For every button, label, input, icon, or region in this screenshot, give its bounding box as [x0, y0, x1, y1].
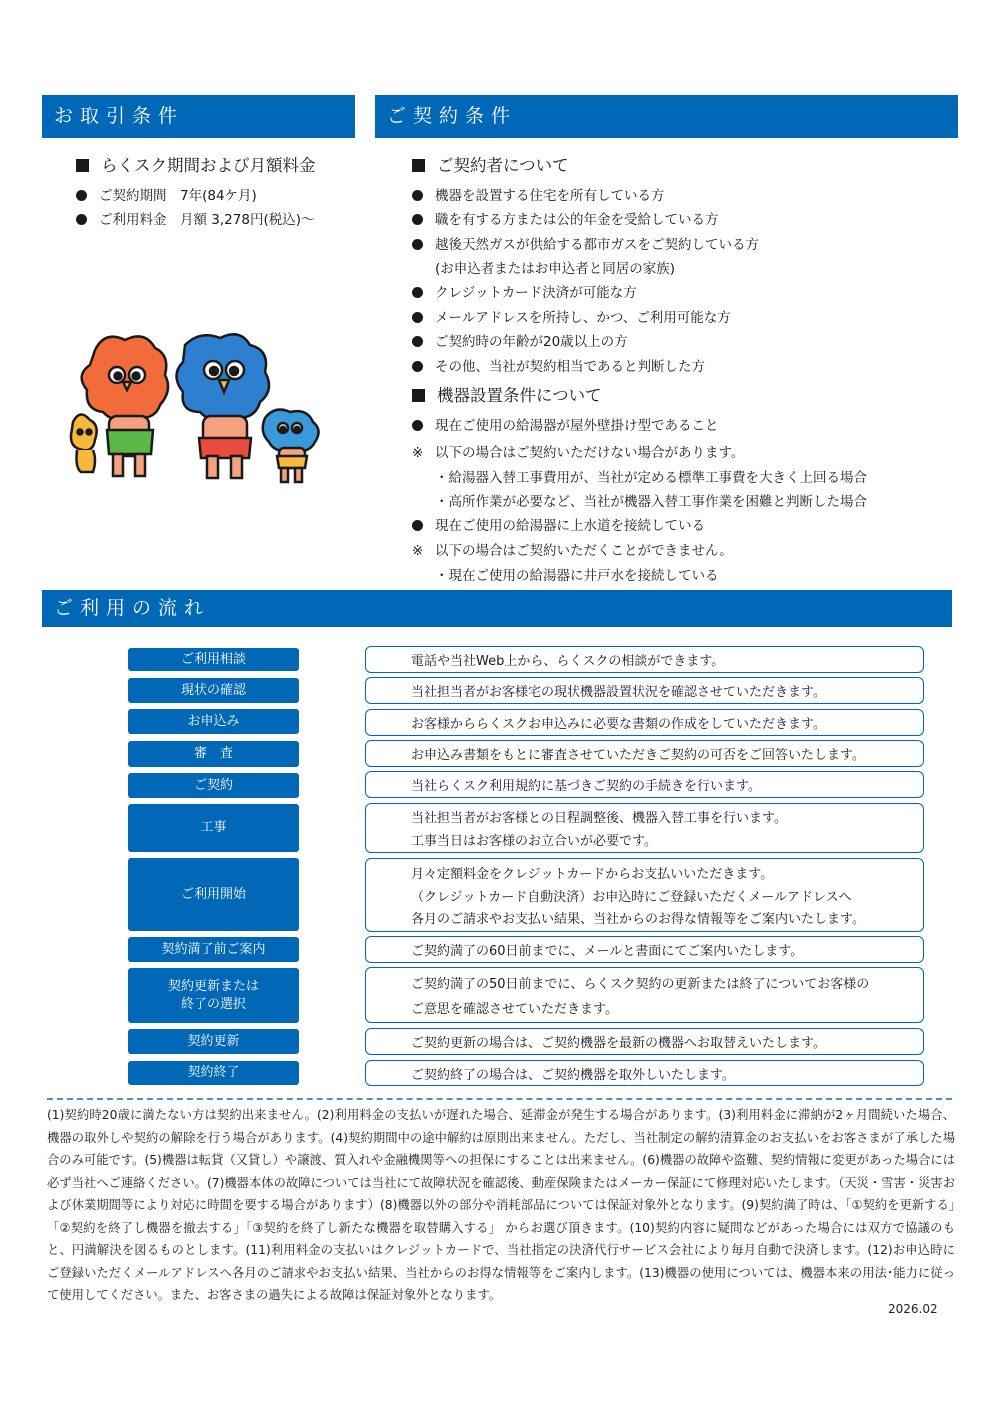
contract-item: 越後天然ガスが供給する都市ガスをご契約している方 — [412, 233, 759, 253]
flow-step-desc: 電話や当社Web上から、らくスクの相談ができます。 — [365, 646, 924, 673]
install-item: 現在ご使用の給湯器が屋外壁掛け型であること — [412, 414, 719, 434]
contract-item: メールアドレスを所持し、かつ、ご利用可能な方 — [412, 306, 731, 326]
install-item: 現在ご使用の給湯器に上水道を接続している — [412, 514, 705, 534]
install-note: ※ 以下の場合はご契約いただくことができません。 — [412, 543, 733, 559]
flow-step-label: お申込み — [128, 709, 299, 734]
install-note-sub: ・高所作業が必要など、当社が機器入替工事作業を困難と判断した場合 — [435, 494, 867, 510]
section-header-trade: お取引条件 — [42, 95, 355, 138]
flow-step-desc: 月々定額料金をクレジットカードからお支払いいただきます。 （クレジットカード自動決済）お申込時にご登録いただくメールアドレスへ 各月のご請求やお支払い結果、当社からのお得な情報等をご案内いたします。 — [365, 858, 924, 932]
flow-step-label: ご利用相談 — [128, 648, 299, 671]
contract-item: 職を有する方または公的年金を受給している方 — [412, 208, 719, 228]
contract-item: ご契約時の年齢が20歳以上の方 — [412, 330, 628, 350]
trade-item-period: ご契約期間 7年(84ケ月) — [76, 184, 257, 204]
flow-step-label: 契約更新 — [128, 1029, 299, 1054]
trade-heading: らくスク期間および月額料金 — [76, 152, 316, 176]
contract-item: その他、当社が契約相当であると判断した方 — [412, 355, 705, 375]
contract-heading-install: 機器設置条件について — [412, 382, 602, 406]
trade-item-fee: ご利用料金 月額 3,278円(税込)～ — [76, 208, 314, 228]
flow-step-desc: お客様かららくスクお申込みに必要な書類の作成をしていただきます。 — [365, 709, 924, 736]
flow-step-desc: ご契約満了の60日前までに、メールと書面にてご案内いたします。 — [365, 936, 924, 963]
flow-step-desc: お申込み書類をもとに審査させていただきご契約の可否をご回答いたします。 — [365, 740, 924, 767]
section-header-flow: ご利用の流れ — [42, 590, 952, 627]
flow-step-desc: ご契約更新の場合は、ご契約機器を最新の機器へお取替えいたします。 — [365, 1028, 924, 1055]
divider — [47, 1098, 952, 1100]
install-note-sub: ・現在ご使用の給湯器に井戸水を接続している — [435, 568, 719, 584]
flow-step-label: 工事 — [128, 804, 299, 852]
flow-step-desc: 当社らくスク利用規約に基づきご契約の手続きを行います。 — [365, 771, 924, 798]
issue-date: 2026.02 — [888, 1302, 938, 1316]
flow-step-desc: ご契約満了の50日前までに、らくスク契約の更新または終了についてお客様の ご意思を確認させていただきます。 — [365, 967, 924, 1023]
flow-step-label: 現状の確認 — [128, 678, 299, 703]
flow-step-label: ご利用開始 — [128, 858, 299, 931]
mascot-illustration — [65, 330, 340, 490]
section-header-contract: ご契約条件 — [375, 95, 958, 138]
flow-step-label: ご契約 — [128, 773, 299, 798]
flow-step-label: 契約満了前ご案内 — [128, 937, 299, 962]
contract-item: 機器を設置する住宅を所有している方 — [412, 184, 665, 204]
flow-step-desc: 当社担当者がお客様宅の現状機器設置状況を確認させていただきます。 — [365, 677, 924, 704]
contract-item: クレジットカード決済が可能な方 — [412, 281, 637, 301]
contract-heading-contractor: ご契約者について — [412, 152, 569, 176]
flow-step-label: 契約更新または 終了の選択 — [128, 968, 299, 1023]
flow-step-desc: ご契約終了の場合は、ご契約機器を取外しいたします。 — [365, 1060, 924, 1086]
flow-step-label: 審 査 — [128, 741, 299, 767]
install-note-sub: ・給湯器入替工事費用が、当社が定める標準工事費を大きく上回る場合 — [435, 470, 867, 486]
terms-notes: (1)契約時20歳に満たない方は契約出来ません。(2)利用料金の支払いが遅れた場合、延滞金が発生する場合があります。(3)利用料金に滞納が2ヶ月間続いた場合、機器の取外しや契約の解除を行う場合があります。(4)契約期間中の途中解約は原則出来ません。ただし、当社制定の解約清算金のお支払いをお客さまが了承した場合のみ可能です。(5)機器は転貸（又貸し）や譲渡、質入れや金融機関等への担保にすることは出来ません。(6)機器の故障や盗難、契約情報に変更があった場合には必ず当社へご連絡ください。(7)機器本体の故障については当社にて故障状況を確認後、動産保険またはメーカー保証にて修理対応いたします。（天災・雪害・災害および休業期間等により対応に時間を要する場合があります）(8)機器以外の部分や消耗部品については保証対象外となります。(9)契約満了時は、「①契約を更新する」「②契約を終了し機器を撤去する」「③契約を終了し新たな機器を取替購入する」 からお選び頂きます。(10)契約内容に疑問などがあった場合には双方で協議のもと、円満解決を図るものとします。(11)利用料金の支払いはクレジットカードで、当社指定の決済代行サービス会社により毎月自動で決済します。(12)お申込時にご登録いただくメールアドレスへ各月のご請求やお支払い結果、当社からのお得な情報等をご案内します。(13)機器の使用については、機器本来の用法･能力に従って使用してください。また、お客さまの過失による故障は保証対象外となります。 — [47, 1108, 955, 1302]
install-note: ※ 以下の場合はご契約いただけない場合があります。 — [412, 445, 745, 461]
contract-item-sub: (お申込者またはお申込者と同居の家族) — [435, 261, 676, 277]
flow-step-label: 契約終了 — [128, 1061, 299, 1085]
flow-step-desc: 当社担当者がお客様との日程調整後、機器入替工事を行います。 工事当日はお客様のお立合いが必要です。 — [365, 803, 924, 853]
